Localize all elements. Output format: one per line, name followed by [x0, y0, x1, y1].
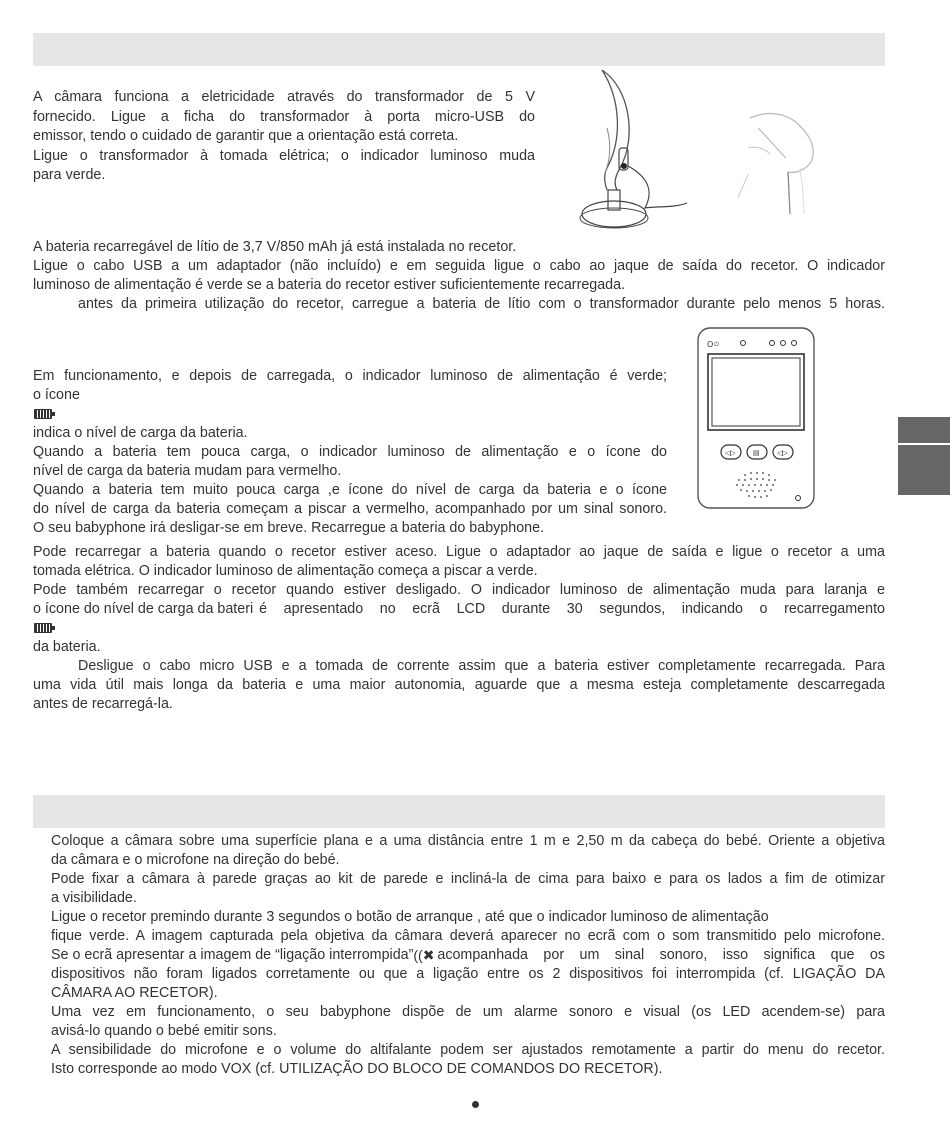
- hand-plug-illustration: [728, 108, 838, 220]
- text-line: Desligue o cabo micro USB e a tomada de corrente assim que a bateria estiver completamente recarregada. Para: [78, 658, 885, 674]
- text-line: [51, 946, 885, 965]
- text-line: fornecido. Ligue a ficha do transformador à porta micro-USB do: [33, 108, 535, 125]
- text-line: Ligue o transformador à tomada elétrica; o indicador luminoso muda: [33, 147, 535, 164]
- text-line: Pode fixar a câmara à parede graças ao kit de parede e incliná-la de cima para baixo e para os lados a fim de otimizar: [51, 871, 885, 887]
- text-fragment: indica o nível de carga da bateria.: [33, 425, 248, 441]
- text-line: para verde.: [33, 167, 106, 183]
- text-line: Ligue o recetor premindo durante 3 segundos o botão de arranque , até que o indicador luminoso de alimentação: [51, 909, 769, 925]
- text-line: da câmara e o microfone na direção do bebé.: [51, 852, 340, 868]
- text-line: A câmara funciona a eletricidade através do transformador de 5 V: [33, 89, 535, 105]
- text-fragment: é apresentado no ecrã LCD durante 30 segundos, indicando o recarregamento: [259, 601, 885, 617]
- text-line: uma vida útil mais longa da bateria e uma maior autonomia, aguarde que a mesma esteja completamente descarregada: [33, 677, 885, 693]
- text-line: Ligue o cabo USB a um adaptador (não incluído) e em seguida ligue o cabo ao jaque de saída do recetor. O indicador: [33, 258, 885, 274]
- text-line: Pode também recarregar o recetor quando estiver desligado. O indicador luminoso de alimentação muda para laranja e: [33, 582, 885, 598]
- section-header-bar: [33, 795, 885, 828]
- text-fragment: o ícone: [33, 387, 80, 403]
- text-line: tomada elétrica. O indicador luminoso de alimentação começa a piscar a verde.: [33, 563, 538, 579]
- page-marker-dot: [472, 1101, 479, 1108]
- text-line: A bateria recarregável de lítio de 3,7 V/850 mAh já está instalada no recetor.: [33, 239, 517, 255]
- text-line: [33, 386, 667, 443]
- text-line: antes da primeira utilização do recetor, carregue a bateria de lítio com o transformador durante pelo menos 5 horas.: [78, 296, 885, 312]
- battery-status-paragraph: [33, 367, 667, 538]
- camera-setup-paragraph: [51, 832, 885, 1079]
- text-line: da bateria.: [33, 639, 101, 655]
- text-line: Quando a bateria tem pouca carga, o indicador luminoso de alimentação e o ícone do: [33, 444, 667, 460]
- text-line: antes de recarregá-la.: [33, 696, 173, 712]
- text-line: do nível de carga da bateria começam a piscar a vermelho, acompanhado por um sinal sonoro.: [33, 501, 667, 517]
- text-fragment: o ícone do nível de carga da bateri: [33, 601, 254, 617]
- recharge-paragraph: [33, 543, 885, 714]
- battery-level-icon: [34, 623, 52, 633]
- battery-level-icon: [34, 409, 52, 419]
- section-header-bar: [33, 33, 885, 66]
- camera-power-paragraph: [33, 88, 535, 186]
- text-line: Isto corresponde ao modo VOX (cf. UTILIZAÇÃO DO BLOCO DE COMANDOS DO RECETOR).: [51, 1061, 663, 1077]
- page-tab: [898, 417, 950, 443]
- text-line: a visibilidade.: [51, 890, 137, 906]
- text-line: luminoso de alimentação é verde se a bateria do recetor estiver suficientemente recarregada.: [33, 277, 626, 293]
- svg-text:⏻: ⏻: [714, 341, 719, 348]
- text-line: O seu babyphone irá desligar-se em breve. Recarregue a bateria do babyphone.: [33, 520, 545, 536]
- text-line: nível de carga da bateria mudam para vermelho.: [33, 463, 342, 479]
- text-line: Quando a bateria tem muito pouca carga ,e ícone do nível de carga da bateria e o ícone: [33, 482, 667, 498]
- text-line: Pode recarregar a bateria quando o recetor estiver aceso. Ligue o adaptador ao jaque de saída e ligue o recetor a uma: [33, 544, 885, 560]
- page-tab: [898, 445, 950, 495]
- text-line: Uma vez em funcionamento, o seu babyphone dispõe de um alarme sonoro e visual (os LED acendem-se) para: [51, 1004, 885, 1020]
- svg-text:◁▷: ◁▷: [725, 449, 736, 457]
- battery-install-paragraph: [33, 238, 885, 314]
- text-line: Coloque a câmara sobre uma superfície plana e a uma distância entre 1 m e 2,50 m da cabeça do bebé. Oriente a objetiva: [51, 833, 885, 849]
- text-line: dispositivos não foram ligados corretamente ou que a ligação entre os 2 dispositivos foi interrompida (cf. LIGAÇÃO DA: [51, 966, 885, 982]
- receiver-illustration: [697, 327, 815, 509]
- text-fragment: Se o ecrã apresentar a imagem de “ligação interrompida”: [51, 947, 414, 963]
- text-line: [33, 600, 885, 638]
- text-line: avisá-lo quando o bebé emitir sons.: [51, 1023, 277, 1039]
- svg-text:O: O: [707, 340, 714, 349]
- signal-lost-icon: ((✖: [413, 947, 435, 963]
- text-line: emissor, tendo o cuidado de garantir que a orientação está correta.: [33, 128, 459, 144]
- text-line: Em funcionamento, e depois de carregada, o indicador luminoso de alimentação é verde;: [33, 368, 667, 384]
- text-line: CÂMARA AO RECETOR).: [51, 985, 218, 1001]
- text-fragment: acompanhada por um sinal sonoro, isso significa que os: [437, 947, 885, 963]
- text-line: fique verde. A imagem capturada pela objetiva da câmara deverá aparecer no ecrã com o som transmitido pelo microfone.: [51, 928, 885, 944]
- text-line: A sensibilidade do microfone e o volume do altifalante podem ser ajustados remotamente a partir do menu do recetor.: [51, 1042, 885, 1058]
- camera-illustration: [575, 68, 695, 230]
- svg-text:◁▷: ◁▷: [777, 449, 788, 457]
- svg-text:▤: ▤: [753, 449, 760, 457]
